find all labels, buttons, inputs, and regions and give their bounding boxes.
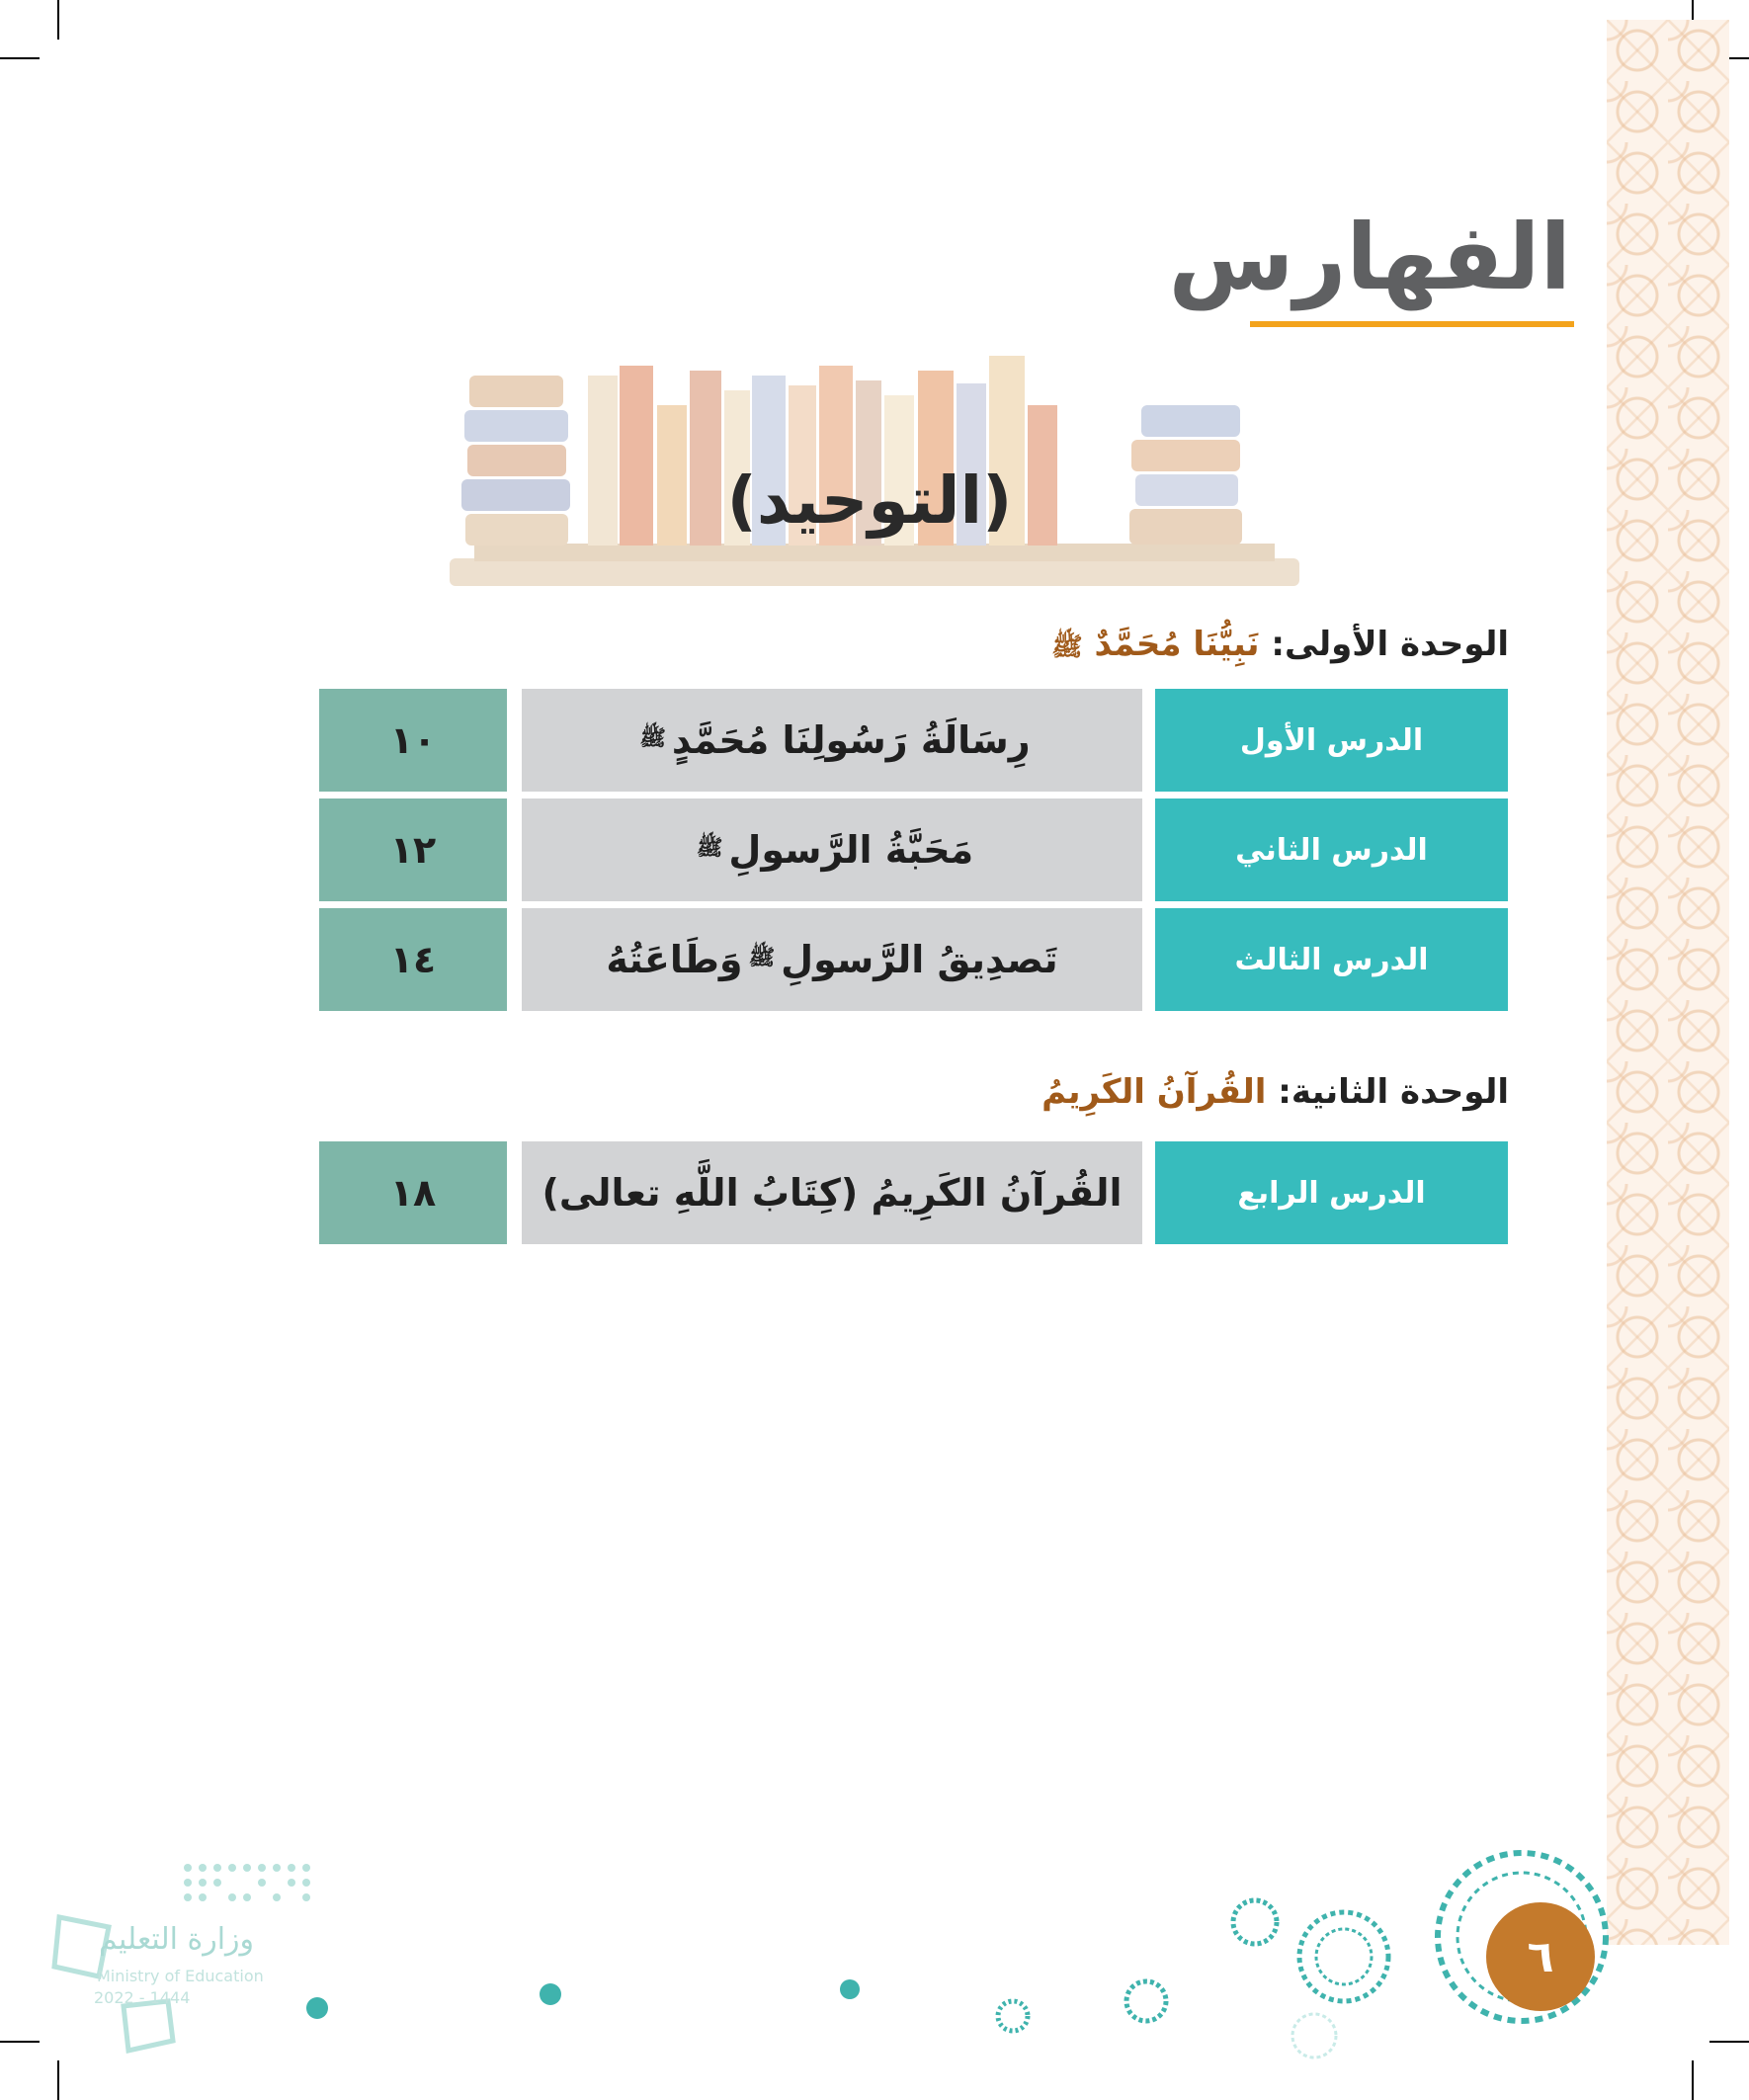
lesson-row [319, 908, 1508, 1011]
lesson-page-number: ١٢ [319, 798, 507, 901]
lesson-page-number: ١٨ [319, 1141, 507, 1244]
unit-name: نَبِيُّنَا مُحَمَّدٌ [1094, 625, 1260, 664]
side-ornament-pattern [1607, 20, 1729, 1945]
lesson-label: الدرس الرابع [1155, 1141, 1508, 1244]
salutation-glyph: ﷺ [696, 836, 723, 861]
lesson-title-text: القُرآنُ الكَرِيمُ (كِتَابُ اللَّهِ تعالى) [541, 1171, 1123, 1215]
lesson-title-suffix: وَطَاعَتُهُ [606, 938, 743, 981]
page-number-badge: ٦ [1486, 1902, 1595, 2011]
lesson-label: الدرس الأول [1155, 689, 1508, 792]
lesson-page-number: ١٠ [319, 689, 507, 792]
lesson-title-text: رِسَالَةُ رَسُولِنَا مُحَمَّدٍ [671, 718, 1031, 762]
lesson-title [522, 689, 1142, 792]
lesson-title-text: مَحَبَّةُ الرَّسولِ [728, 828, 974, 872]
ministry-logo-english: Ministry of Education [97, 1967, 264, 1985]
title-underline [1250, 321, 1574, 327]
lesson-title [522, 908, 1142, 1011]
unit-name: القُرآنُ الكَرِيمُ [1041, 1072, 1267, 1112]
ministry-logo-arabic: وزارة التعليم [99, 1922, 255, 1957]
crop-mark [0, 2041, 40, 2043]
lesson-label: الدرس الثالث [1155, 908, 1508, 1011]
lesson-row [319, 1141, 1508, 1244]
unit-label: الوحدة الأولى: [1271, 625, 1509, 664]
salutation-glyph: ﷺ [1051, 632, 1083, 662]
crop-mark [1709, 2041, 1749, 2043]
ministry-logo-year: 2022 - 1444 [94, 1988, 191, 2007]
salutation-glyph: ﷺ [748, 946, 776, 970]
lesson-label: الدرس الثاني [1155, 798, 1508, 901]
lesson-title-text: تَصدِيقُ الرَّسولِ [781, 938, 1058, 981]
topic-title: (التوحيد) [726, 462, 1013, 539]
crop-mark [57, 0, 59, 40]
lesson-row [319, 689, 1508, 792]
lesson-title [522, 1141, 1142, 1244]
unit-label: الوحدة الثانية: [1278, 1072, 1509, 1112]
lesson-title [522, 798, 1142, 901]
lesson-page-number: ١٤ [319, 908, 507, 1011]
crop-mark [0, 57, 40, 59]
crop-mark [1692, 2060, 1694, 2100]
lesson-row [319, 798, 1508, 901]
unit-heading [1051, 625, 1509, 668]
unit-heading [1041, 1072, 1509, 1112]
rosette-ornaments [277, 1848, 1650, 2075]
salutation-glyph: ﷺ [639, 726, 666, 751]
page-title: الفهارس [1168, 205, 1571, 310]
